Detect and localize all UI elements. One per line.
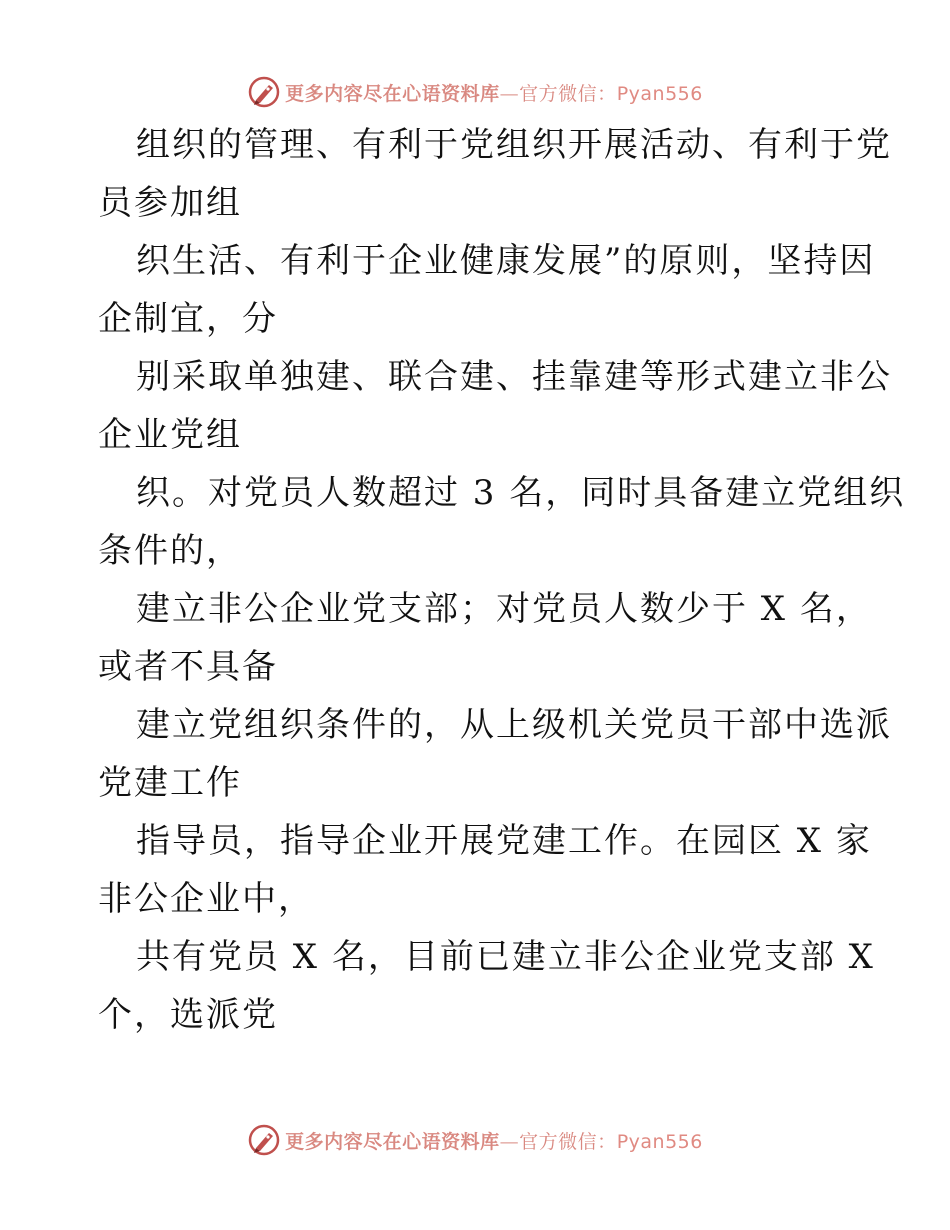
banner-wechat-id: Pyan556 — [616, 82, 703, 105]
banner-main-text: 更多内容尽在心语资料库 — [285, 1130, 500, 1153]
banner-main-text: 更多内容尽在心语资料库 — [285, 82, 500, 105]
text-line: 建立党组织条件的，从上级机关党员干部中选派 — [136, 705, 892, 745]
text-line: 组织的管理、有利于党组织开展活动、有利于党 — [136, 125, 892, 165]
document-body — [98, 116, 906, 1044]
text-line: 织生活、有利于企业健康发展”的原则，坚持因 — [136, 241, 876, 281]
pen-logo-icon — [247, 1123, 281, 1157]
text-line: 条件的， — [98, 531, 242, 571]
text-line: 企制宜，分 — [98, 299, 278, 339]
text-line: 建立非公企业党支部；对党员人数少于 X 名， — [136, 589, 872, 629]
footer-banner — [0, 1120, 950, 1160]
text-line: 指导员，指导企业开展党建工作。在园区 X 家 — [136, 821, 872, 861]
banner-separator: — — [499, 82, 520, 105]
header-banner — [0, 72, 950, 112]
text-line: 党建工作 — [98, 763, 242, 803]
text-line: 或者不具备 — [98, 647, 278, 687]
banner-label: 官方微信： — [519, 1130, 617, 1153]
pen-logo-icon — [247, 75, 281, 109]
text-line: 个，选派党 — [98, 995, 278, 1035]
banner-label: 官方微信： — [519, 82, 617, 105]
text-line: 非公企业中， — [98, 879, 314, 919]
text-line: 织。对党员人数超过 3 名，同时具备建立党组织 — [136, 473, 906, 513]
text-line: 员参加组 — [98, 183, 242, 223]
text-line: 企业党组 — [98, 415, 242, 455]
banner-wechat-id: Pyan556 — [616, 1130, 703, 1153]
text-line: 共有党员 X 名，目前已建立非公企业党支部 X — [136, 937, 875, 977]
banner-separator: — — [499, 1130, 520, 1153]
text-line: 别采取单独建、联合建、挂靠建等形式建立非公 — [136, 357, 892, 397]
